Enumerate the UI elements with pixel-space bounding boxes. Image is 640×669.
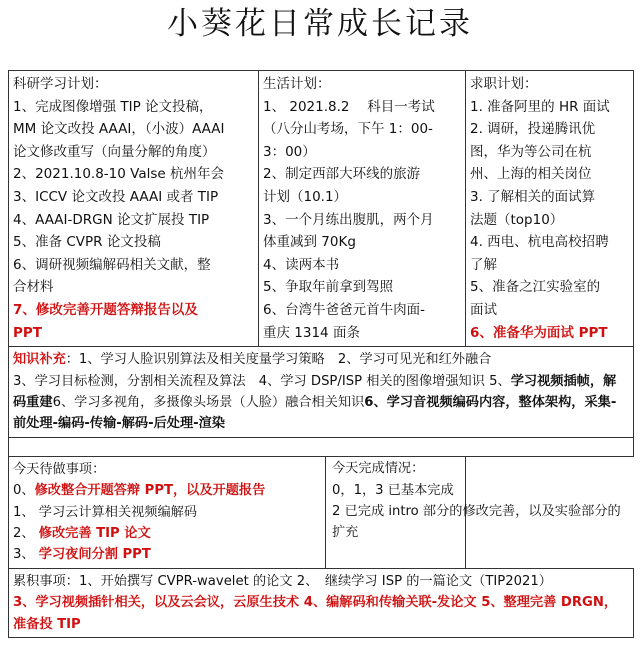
knowledge-cell[interactable] (9, 347, 634, 438)
todo-item-1: 1、 学习云计算相关视频编解码 (13, 504, 198, 520)
accumulated-text (13, 571, 629, 635)
accumulated-cell[interactable] (9, 568, 634, 637)
job-item: 3. 了解相关的面试算 (470, 188, 596, 205)
knowledge-row (9, 347, 634, 438)
research-item: 5、准备 CVPR 论文投稿 (13, 234, 161, 251)
accumulated-line-1: 1、开始撰写 CVPR-wavelet 的论文 2、 继续学习 ISP 的一篇论文（TIP2021） (78, 573, 552, 589)
todo-item-0-number: 0、 (13, 483, 35, 499)
todo-item-2-text: 修改完善 TIP 论文 (38, 525, 151, 541)
life-item: 计划（10.1） (263, 188, 348, 205)
todo-item-2-number: 2、 (13, 525, 39, 541)
research-plan-header: 科研学习计划： (13, 76, 108, 92)
knowledge-bold-1: 学习视频插帧，解码重建 (13, 373, 617, 410)
research-item: 6、调研视频编解码相关文献，整 (13, 256, 211, 273)
life-item: （八分山考场，下午 1：00- (263, 121, 433, 138)
research-item: MM 论文改投 AAAI，（小波）AAAI (13, 121, 225, 138)
knowledge-text (13, 349, 629, 435)
research-highlight-item: PPT (13, 324, 42, 341)
job-plan-header: 求职计划： (470, 76, 538, 92)
done-header: 今天完成情况： (332, 461, 425, 477)
life-item: 4、读两本书 (263, 256, 340, 273)
research-plan-cell[interactable] (9, 71, 259, 347)
research-highlight-item: 7、修改完善开题答辩报告以及 (13, 301, 198, 318)
todo-item-0-text: 修改整合开题答辩 PPT，以及开题报告 (34, 483, 266, 499)
job-item: 4. 西电、杭电高校招聘 (470, 234, 609, 251)
life-item: 5、争取年前拿到驾照 (263, 279, 394, 296)
job-item: 州、上海的相关岗位 (470, 166, 592, 183)
life-item: 重庆 1314 面条 (263, 324, 360, 341)
job-item: 了解 (470, 256, 497, 273)
knowledge-line-1: ：1、学习人脸识别算法及相关度量学习策略 2、学习可见光和红外融合 (65, 352, 492, 368)
knowledge-line-2: 3、学习目标检测，分割相关流程及算法 4、学习 DSP/ISP 相关的图像增强知识 5、 (13, 373, 511, 389)
job-item: 法题（top10） (470, 211, 564, 228)
life-plan-cell[interactable] (259, 71, 466, 347)
job-highlight-item: 6、准备华为面试 PPT (470, 324, 608, 341)
todo-header: 今天待做事项： (13, 461, 106, 477)
job-item: 1. 准备阿里的 HR 面试 (470, 98, 610, 115)
research-item: 2、2021.10.8-10 Valse 杭州年会 (13, 166, 224, 183)
research-item: 4、AAAI-DRGN 论文扩展投 TIP (13, 211, 210, 228)
research-item: 1、完成图像增强 TIP 论文投稿， (13, 98, 213, 115)
done-item-2: 2 已完成 intro 部分的修改完善，以及实验部分的扩充 (332, 504, 621, 541)
research-item: 合材料 (13, 279, 54, 296)
todo-item-3 (13, 544, 151, 565)
knowledge-bold-2: 6、学习音视频编码内容，整体架构，采集-前处理-编码-传输-解码-后处理-渲染 (13, 394, 617, 432)
accumulated-line-2: 3、学习视频插针相关，以及云会议，云原生技术 4、编解码和传输关联-发论文 5、整理完善 DRGN，准备投 TIP (13, 595, 618, 632)
spacer-cell (9, 437, 634, 456)
life-item: 1、 2021.8.2 科目一考试 (263, 98, 435, 115)
knowledge-line-3: 6、学习多视角，多摄像头场景（人脸）融合相关知识 (52, 394, 365, 410)
life-item: 2、制定西部大环线的旅游 (263, 166, 421, 183)
todo-item-3-text: 学习夜间分割 PPT (38, 547, 151, 563)
knowledge-label: 知识补充 (13, 352, 66, 368)
life-item: 体重减到 70Kg (263, 234, 356, 251)
page-title: 小葵花日常成长记录 (167, 6, 473, 42)
job-plan-cell[interactable] (466, 71, 634, 347)
job-item: 图，华为等公司在杭 (470, 143, 592, 160)
life-item: 6、台湾牛爸爸元首牛肉面- (263, 301, 425, 318)
job-item: 5、准备之江实验室的 (470, 279, 601, 296)
research-item: 3、ICCV 论文改投 AAAI 或者 TIP (13, 188, 219, 205)
job-item: 2. 调研，投递腾讯优 (470, 121, 596, 138)
life-item: 3、一个月练出腹肌，两个月 (263, 211, 434, 228)
done-item-1: 0，1，3 已基本完成 (332, 482, 454, 498)
todo-item-2 (13, 523, 151, 544)
plans-row (9, 71, 634, 347)
todo-item-3-number: 3、 (13, 547, 39, 563)
life-item: 3：00） (263, 143, 316, 160)
todo-item-0 (13, 480, 266, 501)
research-item: 论文修改重写（向量分解的角度） (13, 143, 216, 160)
accumulated-row (9, 568, 634, 637)
spacer-row (9, 437, 634, 456)
done-box[interactable] (325, 456, 633, 568)
job-item: 面试 (470, 301, 497, 318)
life-plan-header: 生活计划： (263, 76, 331, 92)
accumulated-label: 累积事项： (13, 573, 79, 589)
